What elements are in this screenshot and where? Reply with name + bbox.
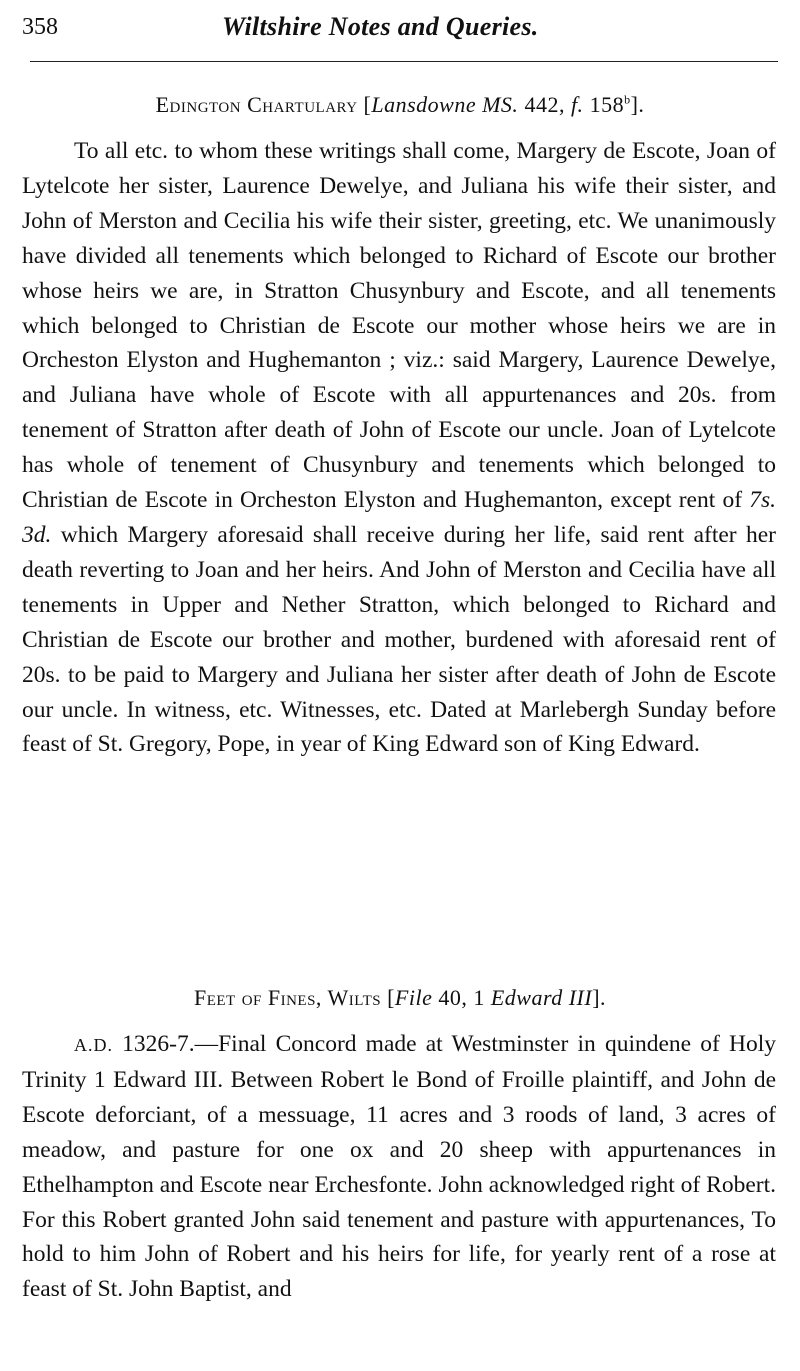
running-head bbox=[0, 0, 800, 62]
reference-bracket-close: ]. bbox=[630, 92, 645, 117]
reference-sup: b bbox=[624, 92, 631, 107]
header-rule bbox=[30, 61, 778, 62]
paragraph-feet-of-fines bbox=[22, 1027, 776, 1307]
reference-number: 40, 1 bbox=[432, 985, 491, 1010]
running-title: Wiltshire Notes and Queries. bbox=[222, 12, 539, 41]
rent-amount: 7s. 3d. bbox=[22, 487, 776, 548]
section-heading-feet-of-fines bbox=[0, 985, 800, 1011]
reference-bracket-close: ]. bbox=[592, 985, 607, 1010]
reference-king: Edward III bbox=[490, 985, 593, 1010]
section-title: Edington Chartulary bbox=[155, 92, 358, 117]
reference-bracket-open: [ bbox=[363, 92, 372, 117]
reference-folio: f. bbox=[570, 92, 584, 117]
reference-manuscript: Lansdowne MS. bbox=[371, 92, 519, 117]
date-prefix: A.D. bbox=[74, 1035, 113, 1055]
paragraph-edington bbox=[22, 134, 776, 762]
section-heading-edington bbox=[0, 92, 800, 118]
paragraph-text: 1326-7.—Final Concord made at Westminster in quindene of Holy Trinity 1 Edward III. Between Robert le Bond of Froille plaintiff, and John de Escote deforciant, of a messuage, 11 acres and 3 roods of land, 3 acres of meadow, and pasture for one ox and 20 sheep with appurtenances in Ethelhampton and Escote near Erchesfonte. John acknowledged right of Robert. For this Robert granted John said tenement and pasture with appurtenances, To hold to him John of Robert and his heirs for life, for yearly rent of a rose at feast of St. John Baptist, and bbox=[22, 1031, 776, 1303]
reference-bracket-open: [ bbox=[381, 985, 395, 1010]
reference-number: 442, bbox=[518, 92, 571, 117]
page-number: 358 bbox=[22, 14, 58, 40]
paragraph-text-start: To all etc. to whom these writings shall come, Margery de Escote, Joan of Lytelcote her sister, Laurence Dewelye, and Juliana his wife their sister, and John of Merston and Cecilia his wife their sister, greeting, etc. We unanimously have divided all tenements which belonged to Richard of Escote our brother whose heirs we are, in Stratton Chusynbury and Escote, and all tenements which belonged to Christian de Escote our mother whose heirs we are in Orcheston Elyston and Hughemanton ; viz.: said Margery, Laurence Dewelye, and Juliana have whole of Escote with all appurtenances and 20s. from tenement of Stratton after death of John of Escote our uncle. Joan of Lytelcote has whole of tenement of Chusynbury and tenements which belonged to Christian de Escote in Orcheston Elyston and Hughemanton, except rent of bbox=[22, 138, 776, 514]
reference-file: File bbox=[394, 985, 433, 1010]
reference-page: 158 bbox=[583, 92, 625, 117]
section-title: Feet of Fines, Wilts bbox=[193, 985, 382, 1010]
paragraph-text-end: which Margery aforesaid shall receive during her life, said rent after her death reverting to Joan and her heirs. And John of Merston and Cecilia have all tenements in Upper and Nether Stratton, which belonged to Richard and Christian de Escote our brother and mother, burdened with aforesaid rent of 20s. to be paid to Margery and Juliana her sister after death of John de Escote our uncle. In witness, etc. Witnesses, etc. Dated at Marlebergh Sunday before feast of St. Gregory, Pope, in year of King Edward son of King Edward. bbox=[22, 521, 776, 758]
